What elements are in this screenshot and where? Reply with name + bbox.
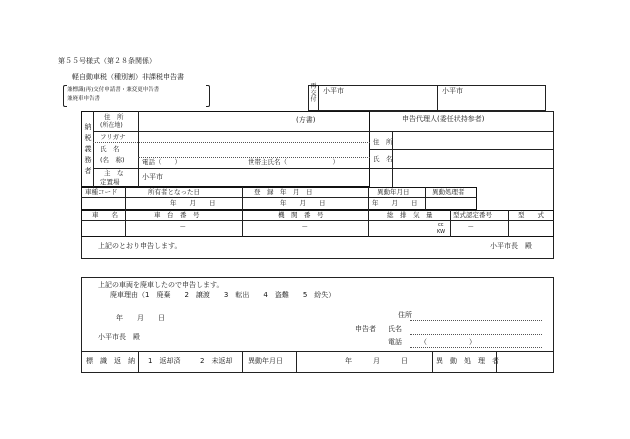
registration-date-ymd: 年 月 日: [280, 199, 326, 207]
taxpayer-label-divider: [138, 111, 139, 187]
scrap-declarant-label: 申告者: [355, 325, 376, 333]
plate-return-label: 標 識 返 納: [86, 357, 135, 365]
householder-label: 世帯主氏名（ ）: [248, 158, 339, 166]
scrap-phone-label: 電話: [388, 338, 402, 346]
storage-sub-label: 定置場: [100, 178, 120, 186]
engine-dash: —: [302, 224, 308, 230]
furigana-label: フリガナ: [100, 133, 126, 141]
scrap-name-label: 氏名: [388, 325, 402, 333]
footer-transfer-date-label: 異動年月日: [248, 357, 283, 365]
option-scrap: 兼廃車申告書: [67, 96, 101, 102]
dates-div-4: [425, 187, 426, 210]
owner-date-label: 所有者となった日: [148, 188, 200, 196]
reissue-city-1: 小平市: [323, 87, 344, 95]
address-note: (方書): [296, 116, 316, 124]
owner-date-ymd: 年 月 日: [170, 199, 216, 207]
agent-name-label: 氏 名: [373, 155, 393, 163]
storage-label: 主 な: [104, 169, 124, 177]
dates-div-3: [368, 187, 369, 210]
taxpayer-side-divider: [93, 111, 94, 187]
transfer-date-ymd: 年 月 日: [372, 199, 418, 207]
unit-kw: KW: [437, 229, 446, 235]
footer-top-line: [81, 351, 554, 352]
footer-ymd: 年 月 日: [345, 357, 408, 365]
chassis-dash: —: [180, 224, 186, 230]
vehicle-row-mid: [81, 220, 554, 221]
vehicle-div-2: [242, 210, 243, 237]
displacement-label: 総 排 気 量: [387, 211, 433, 219]
reissue-divider-2: [437, 85, 438, 111]
storage-line: [93, 168, 370, 169]
registration-date-label: 登 録 年 月 日: [254, 188, 313, 196]
dates-div-2: [242, 187, 243, 210]
footer-div-3: [296, 351, 297, 373]
engine-number-label: 機 関 番 号: [278, 211, 324, 219]
address-label: 住 所: [104, 113, 124, 121]
dates-row-mid: [81, 197, 477, 198]
vehicle-type-label: 型 式: [518, 211, 544, 219]
form-title: 軽自動車税（種別割）非課税申告書: [72, 73, 184, 81]
agent-title: 申告代理人(委任状持参者): [402, 115, 485, 123]
reissue-divider-1: [318, 85, 319, 111]
scrap-reason: 廃車理由（1 廃棄 2 譲渡 3 転出 4 盗難 5 紛失）: [110, 291, 336, 299]
scrap-phone-paren: （ ）: [420, 338, 476, 346]
dates-div-1: [125, 187, 126, 210]
model-cert-label: 型式認定番号: [453, 211, 492, 219]
transfer-handler-label: 異動処理者: [432, 188, 465, 196]
scrap-address-line: [410, 320, 542, 321]
vehicle-div-1: [125, 210, 126, 237]
vehicle-div-3: [368, 210, 369, 237]
plate-returned: 1 返却済: [148, 357, 181, 365]
vehicle-name-label: 車 名: [92, 211, 118, 219]
taxpayer-side-label: 納税義務者: [84, 123, 92, 175]
name-sub-label: (名 称): [100, 156, 125, 164]
scrap-address-label: 住所: [398, 311, 412, 319]
chassis-number-label: 車 台 番 号: [154, 211, 200, 219]
scrap-mayor: 小平市長 殿: [98, 333, 140, 341]
agent-bottom-line: [370, 168, 554, 169]
agent-address-label: 住 所: [373, 138, 393, 146]
transfer-date-label: 異動年月日: [377, 188, 410, 196]
vehicle-div-5: [508, 210, 509, 237]
scrap-name-line: [410, 334, 542, 335]
scrap-date: 年 月 日: [116, 314, 165, 322]
taxpayer-section: [81, 111, 370, 187]
agent-title-line: [370, 131, 554, 132]
mayor-addressee: 小平市長 殿: [490, 242, 532, 250]
option-reissue-change: 兼標識(再)交付申請書・兼変更申告書: [67, 87, 160, 93]
storage-value: 小平市: [142, 173, 163, 181]
footer-div-2: [242, 351, 243, 373]
plate-not-returned: 2 未返却: [200, 357, 233, 365]
model-cert-dash: —: [468, 224, 474, 230]
phone-label: 電話（ ）: [142, 158, 181, 166]
footer-div-1: [138, 351, 139, 373]
scrap-statement: 上記の車両を廃車したので申告します。: [98, 281, 224, 289]
address-line: [93, 131, 370, 132]
name-label: 氏 名: [100, 145, 120, 153]
reissue-label: 再交付: [310, 83, 317, 103]
address-sub-label: (所在地): [100, 122, 123, 129]
furigana-line: [93, 142, 370, 143]
agent-mid-line: [370, 149, 554, 150]
declaration-text: 上記のとおり申告します。: [98, 242, 182, 250]
vehicle-type-code-label: 車種コード: [85, 188, 118, 196]
footer-handler-label: 異 動 処 理 者: [436, 357, 499, 365]
reissue-city-2: 小平市: [442, 87, 463, 95]
scrap-phone-line: [410, 347, 542, 348]
form-number: 第５５号様式（第２８条関係）: [58, 57, 156, 65]
unit-cc: cc: [438, 222, 444, 228]
options-bracket-right: [206, 85, 210, 107]
footer-div-4: [432, 351, 433, 373]
vehicle-div-4: [450, 210, 451, 237]
